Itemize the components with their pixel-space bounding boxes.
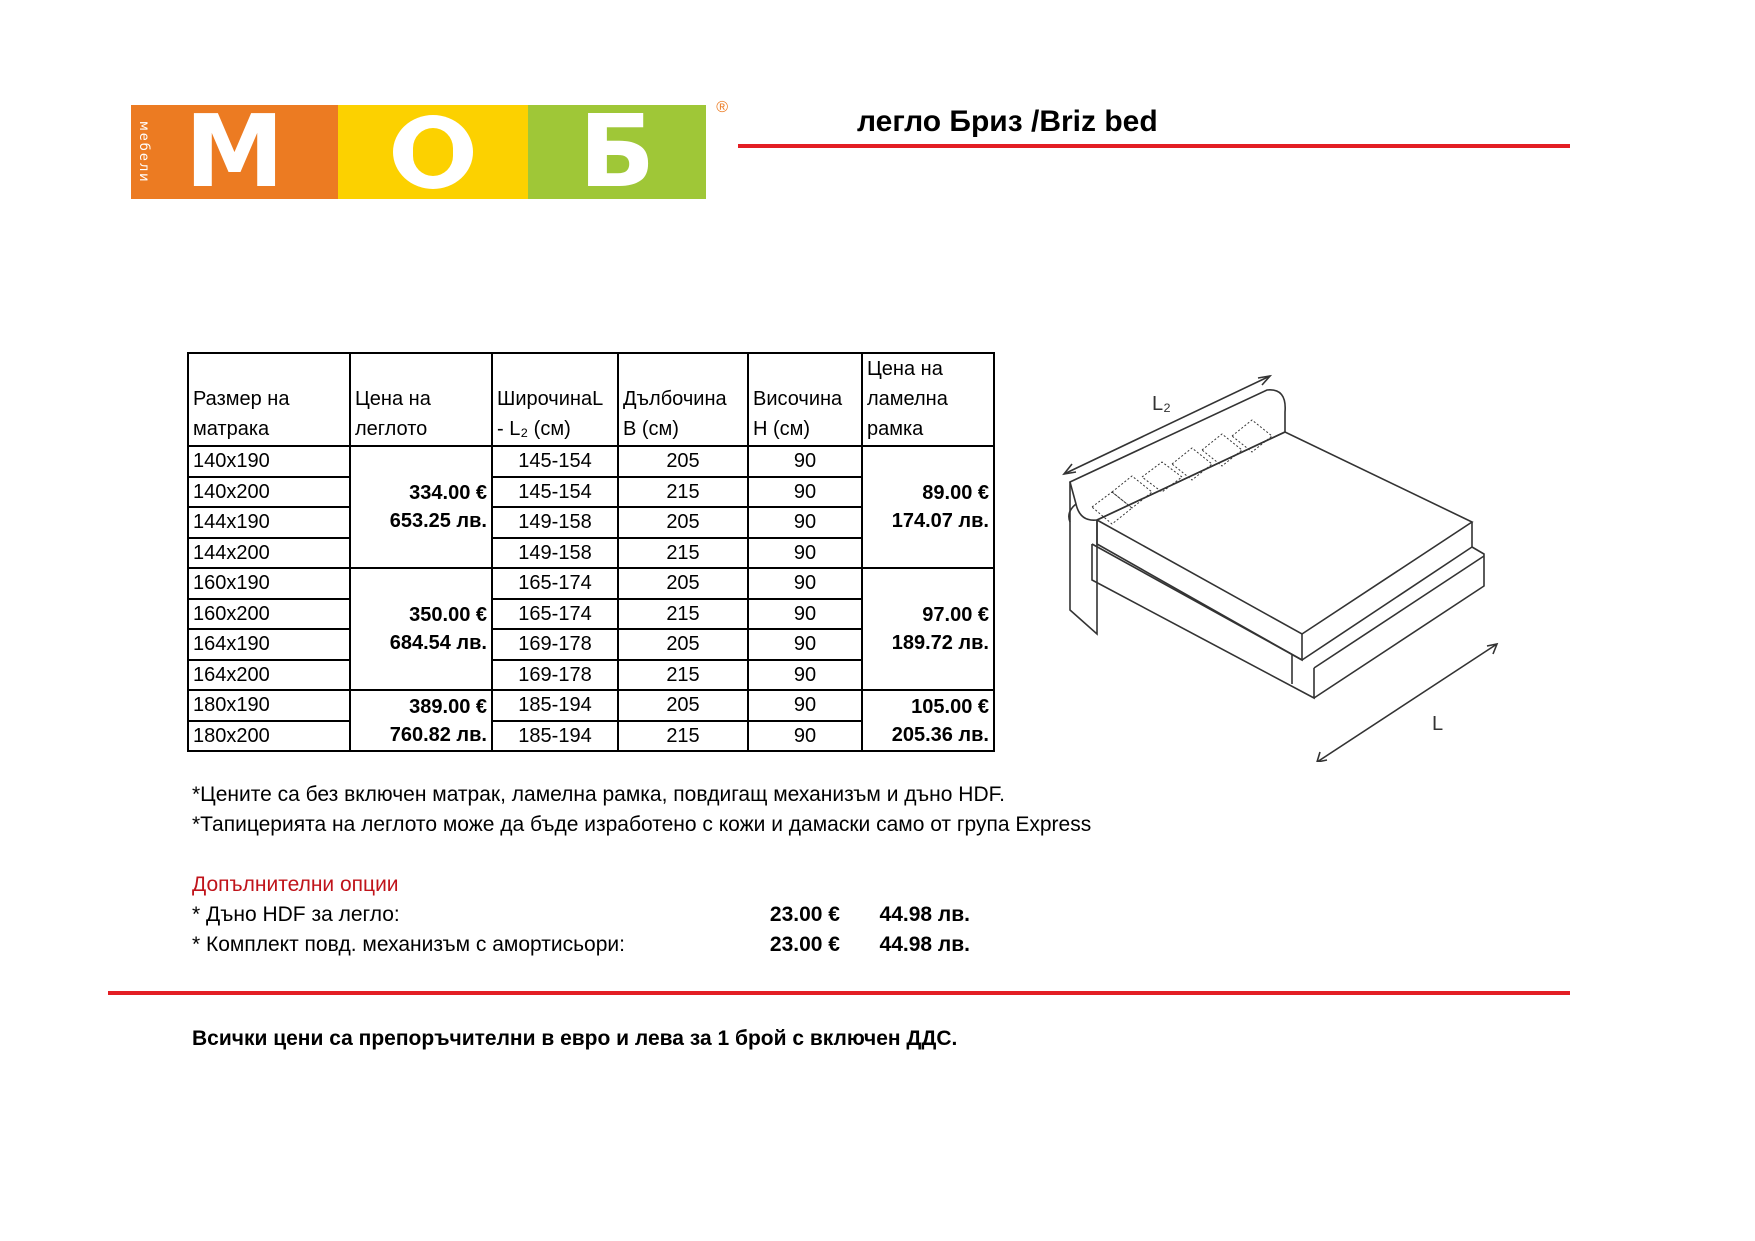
cell-width: 165-174 [492,568,618,599]
cell-bed-price: 389.00 € 760.82 лв. [350,690,492,751]
price-table [187,352,995,752]
cell-depth: 205 [618,690,748,721]
option-price-bgn-hdf: 44.98 лв. [879,903,970,926]
option-label-mechanism: * Комплект повд. механизъм с амортисьори: [192,933,625,956]
cell-depth: 215 [618,599,748,630]
cell-height: 90 [748,599,862,630]
logo-letter-b: Б [578,93,656,210]
table-row [188,446,994,477]
cell-depth: 205 [618,507,748,538]
cell-depth: 215 [618,660,748,691]
header-mattress-size: Размер на матрака [188,353,350,446]
table-row [188,568,994,599]
note-prices-exclude: *Цените са без включен матрак, ламелна рамка, повдигащ механизъм и дъно HDF. [192,783,1005,806]
l2-label: L₂ [1152,393,1171,415]
option-label-hdf: * Дъно HDF за легло: [192,903,400,926]
logo-letter-o [393,115,473,189]
cell-depth: 215 [618,538,748,569]
l-dimension-line [1317,644,1497,762]
cell-size: 180x200 [188,721,350,752]
cell-slat-price: 97.00 € 189.72 лв. [862,568,994,690]
footer-divider [108,991,1570,995]
note-upholstery: *Тапицерията на леглото може да бъде изработено с кожи и дамаски само от група Express [192,813,1092,836]
registered-mark: ® [716,99,728,116]
cell-height: 90 [748,690,862,721]
cell-slat-price: 89.00 € 174.07 лв. [862,446,994,568]
cell-width: 145-154 [492,477,618,508]
cell-width: 169-178 [492,629,618,660]
mattress-top [1097,432,1472,634]
header-bed-price: Цена на леглото [350,353,492,446]
cell-bed-price: 334.00 € 653.25 лв. [350,446,492,568]
cell-depth: 205 [618,446,748,477]
cell-size: 140x190 [188,446,350,477]
cell-width: 165-174 [492,599,618,630]
cell-width: 185-194 [492,721,618,752]
cell-width: 185-194 [492,690,618,721]
cell-width: 145-154 [492,446,618,477]
table-header-row [188,353,994,446]
header-depth: Дълбочина B (см) [618,353,748,446]
cell-bed-price: 350.00 € 684.54 лв. [350,568,492,690]
page-title: легло Бриз /Briz bed [857,105,1158,138]
cell-size: 144x200 [188,538,350,569]
headboard-tufting [1092,420,1272,524]
mob-logo [131,93,728,210]
table-row [188,690,994,721]
header-height: Височина H (см) [748,353,862,446]
cell-height: 90 [748,477,862,508]
cell-height: 90 [748,507,862,538]
cell-depth: 205 [618,629,748,660]
cell-size: 144x190 [188,507,350,538]
cell-height: 90 [748,568,862,599]
l-label: L [1432,713,1444,735]
option-price-bgn-mechanism: 44.98 лв. [879,933,970,956]
header-width: ШирочинаL - L₂ (см) [492,353,618,446]
logo-block-b [528,93,706,210]
logo-block-m [131,93,338,210]
cell-height: 90 [748,629,862,660]
option-price-eur-mechanism: 23.00 € [769,933,840,956]
bed-drawing [1052,372,1552,762]
cell-size: 180x190 [188,690,350,721]
cell-slat-price: 105.00 € 205.36 лв. [862,690,994,751]
cell-size: 160x190 [188,568,350,599]
logo-block-o [338,105,528,199]
cell-height: 90 [748,721,862,752]
cell-height: 90 [748,660,862,691]
cell-width: 149-158 [492,538,618,569]
additional-options-title: Допълнителни опции [192,873,399,896]
cell-height: 90 [748,538,862,569]
option-price-eur-hdf: 23.00 € [769,903,840,926]
logo-letter-m: М [184,93,285,210]
cell-size: 140x200 [188,477,350,508]
cell-width: 169-178 [492,660,618,691]
cell-width: 149-158 [492,507,618,538]
cell-size: 164x190 [188,629,350,660]
bed-base [1092,544,1314,698]
footer-note: Всички цени са препоръчителни в евро и лева за 1 брой с включен ДДС. [192,1027,958,1050]
cell-depth: 205 [618,568,748,599]
cell-size: 160x200 [188,599,350,630]
cell-depth: 215 [618,477,748,508]
header-slat-frame-price: Цена на ламелна рамка [862,353,994,446]
title-underline [738,144,1570,148]
cell-depth: 215 [618,721,748,752]
l2-dimension-line [1064,376,1270,474]
cell-size: 164x200 [188,660,350,691]
cell-height: 90 [748,446,862,477]
logo-side-text: мебели [136,120,151,184]
